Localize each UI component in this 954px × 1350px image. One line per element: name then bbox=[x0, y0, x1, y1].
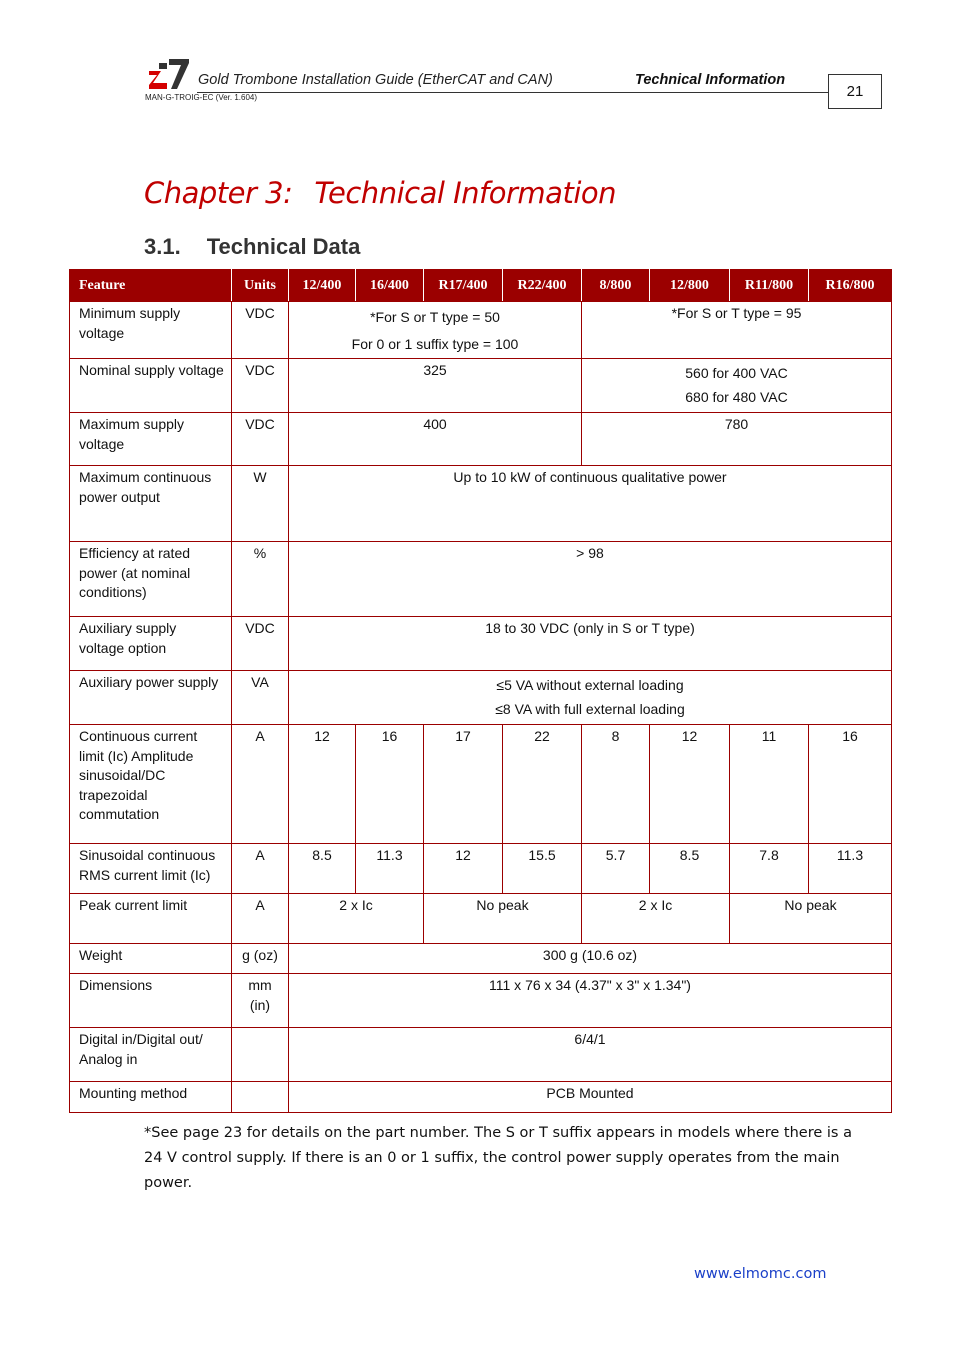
column-header: R17/400 bbox=[424, 270, 503, 302]
column-header: 8/800 bbox=[582, 270, 650, 302]
units-line: (in) bbox=[249, 996, 271, 1013]
units-cell: g (oz) bbox=[232, 944, 289, 974]
value-cell: 11.3 bbox=[356, 844, 424, 894]
table-row bbox=[70, 894, 892, 944]
elmo-logo-icon bbox=[149, 59, 189, 89]
header-rule bbox=[197, 92, 828, 93]
value-cell: 22 bbox=[503, 725, 582, 844]
value-line: 680 for 480 VAC bbox=[685, 389, 788, 405]
value-line: *For S or T type = 50 bbox=[370, 309, 500, 325]
value-line: ≤5 VA without external loading bbox=[496, 677, 684, 693]
table-row bbox=[70, 1082, 892, 1113]
header-section: Technical Information bbox=[635, 72, 786, 88]
value-cell: 325 bbox=[289, 359, 582, 413]
page-number: 21 bbox=[828, 74, 882, 109]
feature-cell: Peak current limit bbox=[70, 894, 232, 944]
table-row bbox=[70, 844, 892, 894]
feature-cell: Weight bbox=[70, 944, 232, 974]
column-header: 12/400 bbox=[289, 270, 356, 302]
feature-cell: Nominal supply voltage bbox=[70, 359, 232, 413]
table-row bbox=[70, 974, 892, 1028]
feature-cell: Maximum continuous power output bbox=[70, 466, 232, 542]
units-cell: VDC bbox=[232, 617, 289, 671]
value-cell bbox=[289, 671, 892, 725]
website-link[interactable]: www.elmomc.com bbox=[694, 1266, 827, 1282]
table-row bbox=[70, 466, 892, 542]
units-cell: A bbox=[232, 725, 289, 844]
value-cell: 16 bbox=[356, 725, 424, 844]
units-cell: % bbox=[232, 542, 289, 617]
value-cell: 400 bbox=[289, 413, 582, 466]
feature-cell: Auxiliary power supply bbox=[70, 671, 232, 725]
column-header: R16/800 bbox=[809, 270, 892, 302]
units-cell: W bbox=[232, 466, 289, 542]
value-cell: 12 bbox=[289, 725, 356, 844]
value-line: ≤8 VA with full external loading bbox=[495, 701, 685, 717]
table-row bbox=[70, 1028, 892, 1082]
value-cell: 8.5 bbox=[650, 844, 730, 894]
value-cell: 7.8 bbox=[730, 844, 809, 894]
table-row bbox=[70, 542, 892, 617]
value-cell bbox=[582, 359, 892, 413]
units-cell bbox=[232, 1028, 289, 1082]
units-cell: VDC bbox=[232, 302, 289, 359]
units-cell bbox=[232, 974, 289, 1028]
feature-cell: Auxiliary supply voltage option bbox=[70, 617, 232, 671]
feature-cell: Mounting method bbox=[70, 1082, 232, 1113]
value-cell: No peak bbox=[424, 894, 582, 944]
value-cell: No peak bbox=[730, 894, 892, 944]
table-row bbox=[70, 413, 892, 466]
chapter-number: Chapter 3: bbox=[144, 176, 293, 210]
column-header: 12/800 bbox=[650, 270, 730, 302]
feature-cell: Efficiency at rated power (at nominal conditions) bbox=[70, 542, 232, 617]
value-cell: 300 g (10.6 oz) bbox=[289, 944, 892, 974]
units-cell: A bbox=[232, 894, 289, 944]
value-cell: 5.7 bbox=[582, 844, 650, 894]
table-row bbox=[70, 302, 892, 359]
value-cell: PCB Mounted bbox=[289, 1082, 892, 1113]
column-header: 16/400 bbox=[356, 270, 424, 302]
units-line: mm bbox=[248, 977, 272, 993]
chapter-heading bbox=[144, 176, 616, 210]
value-cell: Up to 10 kW of continuous qualitative power bbox=[289, 466, 892, 542]
header-title: Gold Trombone Installation Guide (EtherCAT and CAN) bbox=[198, 72, 553, 88]
value-cell: 111 x 76 x 34 (4.37" x 3" x 1.34") bbox=[289, 974, 892, 1028]
value-cell: *For S or T type = 95 bbox=[582, 302, 892, 359]
value-line: 560 for 400 VAC bbox=[685, 365, 788, 381]
value-cell: 780 bbox=[582, 413, 892, 466]
feature-cell: Minimum supply voltage bbox=[70, 302, 232, 359]
units-cell bbox=[232, 1082, 289, 1113]
value-cell bbox=[289, 302, 582, 359]
value-cell: 6/4/1 bbox=[289, 1028, 892, 1082]
value-cell: 11.3 bbox=[809, 844, 892, 894]
section-number: 3.1. bbox=[144, 234, 181, 259]
feature-cell: Digital in/Digital out/ Analog in bbox=[70, 1028, 232, 1082]
units-cell: VDC bbox=[232, 413, 289, 466]
table-row bbox=[70, 617, 892, 671]
section-title: Technical Data bbox=[206, 234, 361, 259]
value-cell: 12 bbox=[650, 725, 730, 844]
units-cell: VA bbox=[232, 671, 289, 725]
technical-data-table bbox=[69, 269, 892, 1113]
feature-cell: Dimensions bbox=[70, 974, 232, 1028]
units-cell: A bbox=[232, 844, 289, 894]
feature-cell: Sinusoidal continuous RMS current limit (Ic) bbox=[70, 844, 232, 894]
value-cell: 2 x Ic bbox=[582, 894, 730, 944]
table-row bbox=[70, 725, 892, 844]
table-row bbox=[70, 359, 892, 413]
value-cell: 8.5 bbox=[289, 844, 356, 894]
feature-cell: Continuous current limit (Ic) Amplitude sinusoidal/DC trapezoidal commutation bbox=[70, 725, 232, 844]
chapter-title: Technical Information bbox=[314, 176, 616, 210]
column-header: Feature bbox=[70, 270, 232, 302]
header-doc-id: MAN-G-TROIG-EC (Ver. 1.604) bbox=[145, 93, 258, 102]
units-cell: VDC bbox=[232, 359, 289, 413]
value-cell: 15.5 bbox=[503, 844, 582, 894]
table-header-row bbox=[70, 270, 892, 302]
value-cell: 12 bbox=[424, 844, 503, 894]
table-row bbox=[70, 944, 892, 974]
value-cell: 2 x Ic bbox=[289, 894, 424, 944]
column-header: R22/400 bbox=[503, 270, 582, 302]
column-header: Units bbox=[232, 270, 289, 302]
value-cell: 17 bbox=[424, 725, 503, 844]
value-cell: 18 to 30 VDC (only in S or T type) bbox=[289, 617, 892, 671]
feature-cell: Maximum supply voltage bbox=[70, 413, 232, 466]
table-row bbox=[70, 671, 892, 725]
footnote: *See page 23 for details on the part number. The S or T suffix appears in models where there is a 24 V control supply. If there is an 0 or 1 suffix, the control power supply operates from the main power. bbox=[144, 1125, 852, 1191]
value-cell: 8 bbox=[582, 725, 650, 844]
section-heading bbox=[144, 234, 360, 260]
value-cell: 16 bbox=[809, 725, 892, 844]
value-line: For 0 or 1 suffix type = 100 bbox=[351, 336, 519, 352]
value-cell: > 98 bbox=[289, 542, 892, 617]
column-header: R11/800 bbox=[730, 270, 809, 302]
value-cell: 11 bbox=[730, 725, 809, 844]
